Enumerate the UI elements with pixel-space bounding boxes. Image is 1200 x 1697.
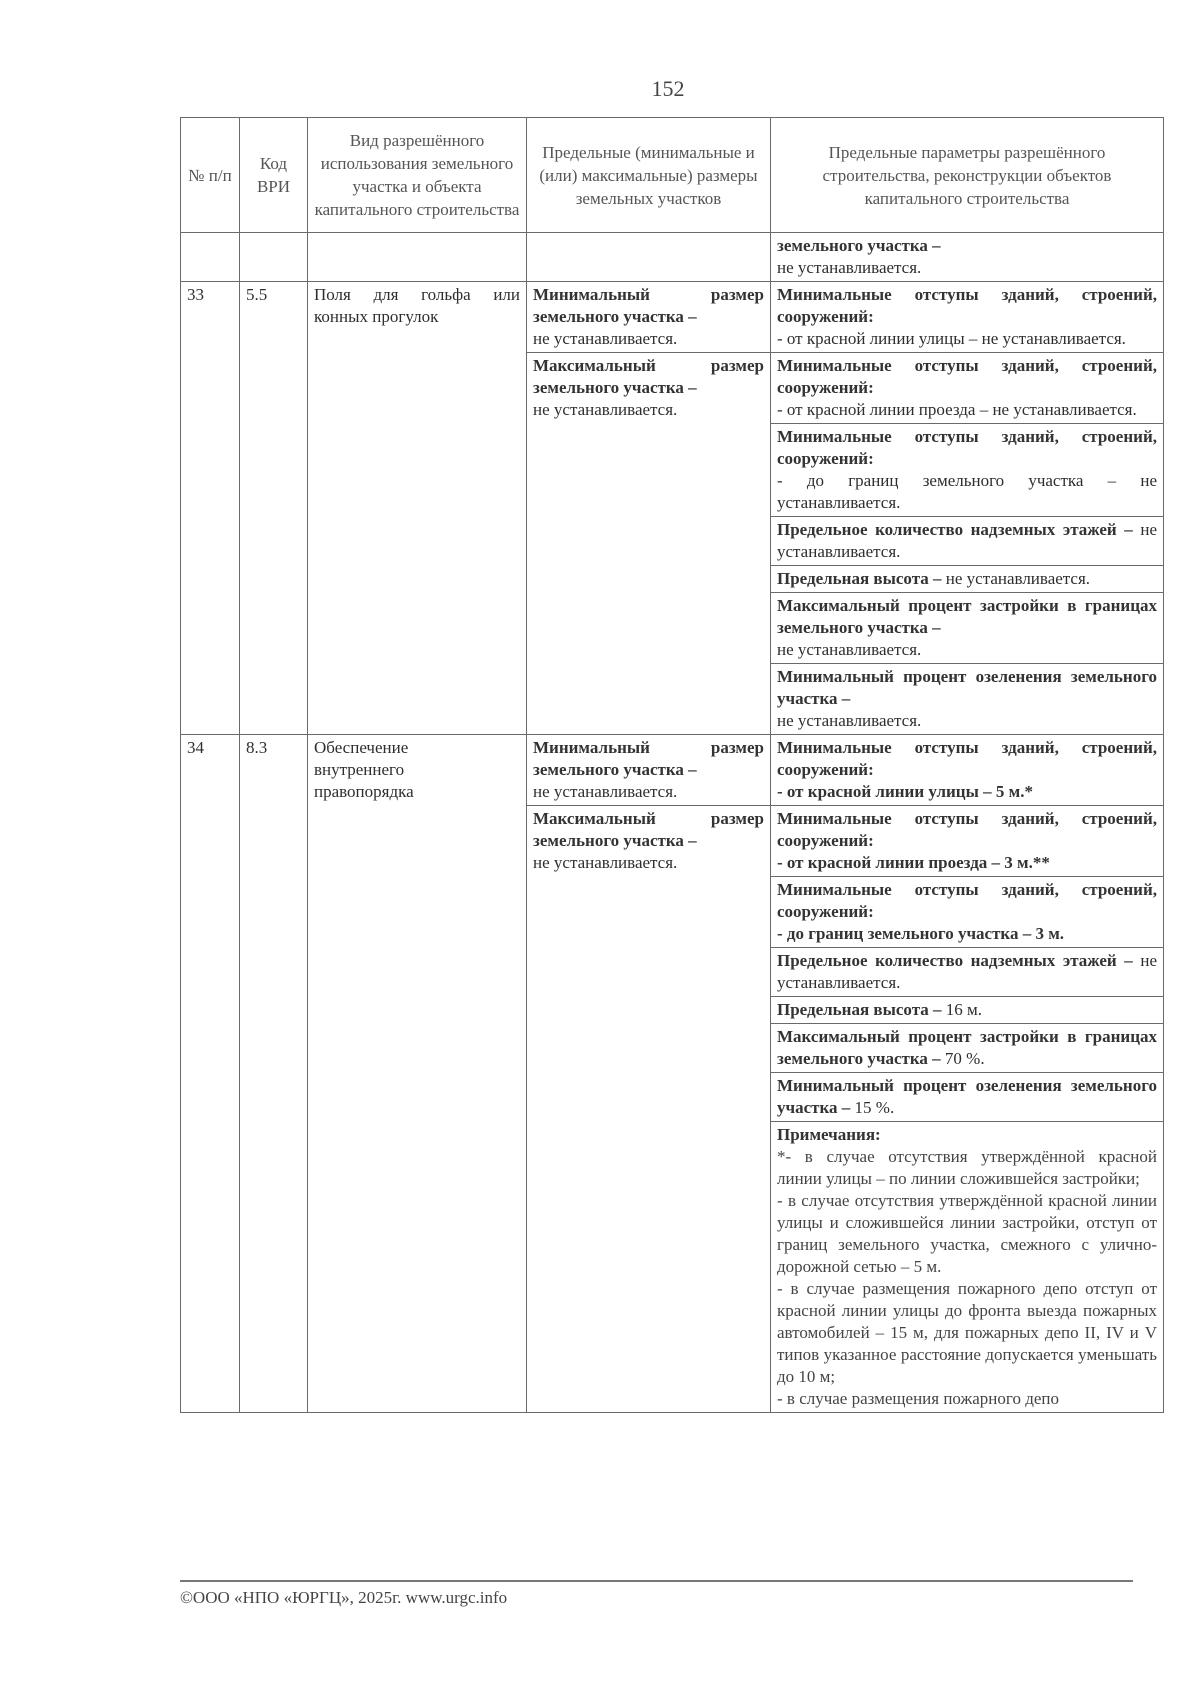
size-cell	[527, 353, 771, 735]
param-bold: Минимальные отступы зданий, строений, сооружений:	[777, 356, 1157, 397]
param-bold: Минимальный процент озеленения земельного участка –	[777, 1076, 1157, 1117]
param-bold: земельного участка –	[777, 236, 941, 255]
size-text: не устанавливается.	[533, 853, 678, 872]
param-bold: Предельное количество надземных этажей –	[777, 951, 1133, 970]
param-text: 70 %.	[944, 1049, 985, 1068]
header-sizes: Предельные (минимальные и (или) максимальные) размеры земельных участков	[527, 118, 771, 233]
footer-copyright: ©ООО «НПО «ЮРГЦ», 2025г. www.urgc.info	[180, 1588, 508, 1607]
header-kind: Вид разрешённого использования земельного участка и объекта капитального строительства	[308, 118, 527, 233]
param-bold: Минимальные отступы зданий, строений, сооружений:	[777, 427, 1157, 468]
regulations-table	[180, 117, 1164, 1413]
table-header-row	[181, 118, 1164, 233]
row-num: 34	[181, 735, 240, 1413]
param-cell	[771, 424, 1164, 517]
param-cell	[771, 664, 1164, 735]
param-text: не устанавливается.	[777, 520, 1157, 561]
param-cell	[771, 806, 1164, 877]
param-cell	[771, 735, 1164, 806]
size-bold: Минимальный размер земельного участка –	[533, 738, 764, 779]
size-text: не устанавливается.	[533, 782, 678, 801]
footer-divider	[180, 1580, 1133, 1582]
size-cell	[527, 282, 771, 353]
header-code: Код ВРИ	[240, 118, 308, 233]
size-cell	[527, 735, 771, 806]
param-cell	[771, 282, 1164, 353]
row-kind: Обеспечение внутреннего правопорядка	[308, 735, 527, 1413]
param-cell	[771, 1073, 1164, 1122]
note-item: - в случае размещения пожарного депо отступ от красной линии улицы до фронта выезда пожарных автомобилей – 15 м, для пожарных депо II, IV и V типов указанное расстояние допускается уменьшать до 10 м;	[777, 1279, 1157, 1386]
param-cell	[771, 233, 1164, 282]
size-bold: Максимальный размер земельного участка –	[533, 356, 764, 397]
param-text: - от красной линии улицы – не устанавливается.	[777, 329, 1126, 348]
table-row	[181, 282, 1164, 353]
param-cell	[771, 1024, 1164, 1073]
param-text: не устанавливается.	[777, 711, 922, 730]
note-item: - в случае размещения пожарного депо	[777, 1389, 1059, 1408]
param-cell	[771, 353, 1164, 424]
row-num: 33	[181, 282, 240, 735]
param-bold: Минимальные отступы зданий, строений, сооружений:	[777, 285, 1157, 326]
size-text: не устанавливается.	[533, 329, 678, 348]
param-text: - до границ земельного участка – 3 м.	[777, 924, 1065, 943]
size-bold: Максимальный размер земельного участка –	[533, 809, 764, 850]
param-text: - от красной линии проезда – 3 м.**	[777, 853, 1050, 872]
param-text: не устанавливается.	[777, 258, 922, 277]
table-row	[181, 735, 1164, 806]
size-cell	[527, 806, 771, 1413]
header-params: Предельные параметры разрешённого строительства, реконструкции объектов капитального строительства	[771, 118, 1164, 233]
notes-title: Примечания:	[777, 1125, 881, 1144]
param-bold: Предельная высота –	[777, 569, 942, 588]
notes-cell	[771, 1122, 1164, 1413]
table-row	[181, 233, 1164, 282]
param-bold: Минимальные отступы зданий, строений, сооружений:	[777, 738, 1157, 779]
param-text: не устанавливается.	[945, 569, 1091, 588]
row-kind: Поля для гольфа или конных прогулок	[308, 282, 527, 735]
note-item: - в случае отсутствия утверждённой красной линии улицы и сложившейся линии застройки, отступ от границ земельного участка, смежного с улично-дорожной сетью – 5 м.	[777, 1191, 1157, 1276]
param-text: 15 %.	[854, 1098, 895, 1117]
size-text: не устанавливается.	[533, 400, 678, 419]
row-code: 8.3	[240, 735, 308, 1413]
param-text: - до границ земельного участка – не устанавливается.	[777, 471, 1157, 512]
param-cell	[771, 877, 1164, 948]
row-code: 5.5	[240, 282, 308, 735]
note-item: *- в случае отсутствия утверждённой красной линии улицы – по линии сложившейся застройки;	[777, 1147, 1157, 1188]
param-bold: Максимальный процент застройки в границах земельного участка –	[777, 1027, 1157, 1068]
param-text: не устанавливается.	[777, 640, 922, 659]
param-text: - от красной линии улицы – 5 м.*	[777, 782, 1033, 801]
page-number: 152	[651, 76, 685, 101]
header-num: № п/п	[181, 118, 240, 233]
param-cell	[771, 566, 1164, 593]
param-bold: Предельное количество надземных этажей –	[777, 520, 1133, 539]
param-bold: Минимальный процент озеленения земельного участка –	[777, 667, 1157, 708]
param-cell	[771, 517, 1164, 566]
param-text: - от красной линии проезда – не устанавливается.	[777, 400, 1137, 419]
param-bold: Максимальный процент застройки в границах земельного участка –	[777, 596, 1157, 637]
param-cell	[771, 593, 1164, 664]
param-text: 16 м.	[945, 1000, 983, 1019]
param-bold: Предельная высота –	[777, 1000, 942, 1019]
param-text: не устанавливается.	[777, 951, 1157, 992]
param-bold: Минимальные отступы зданий, строений, сооружений:	[777, 809, 1157, 850]
param-cell	[771, 948, 1164, 997]
param-bold: Минимальные отступы зданий, строений, сооружений:	[777, 880, 1157, 921]
size-bold: Минимальный размер земельного участка –	[533, 285, 764, 326]
param-cell	[771, 997, 1164, 1024]
